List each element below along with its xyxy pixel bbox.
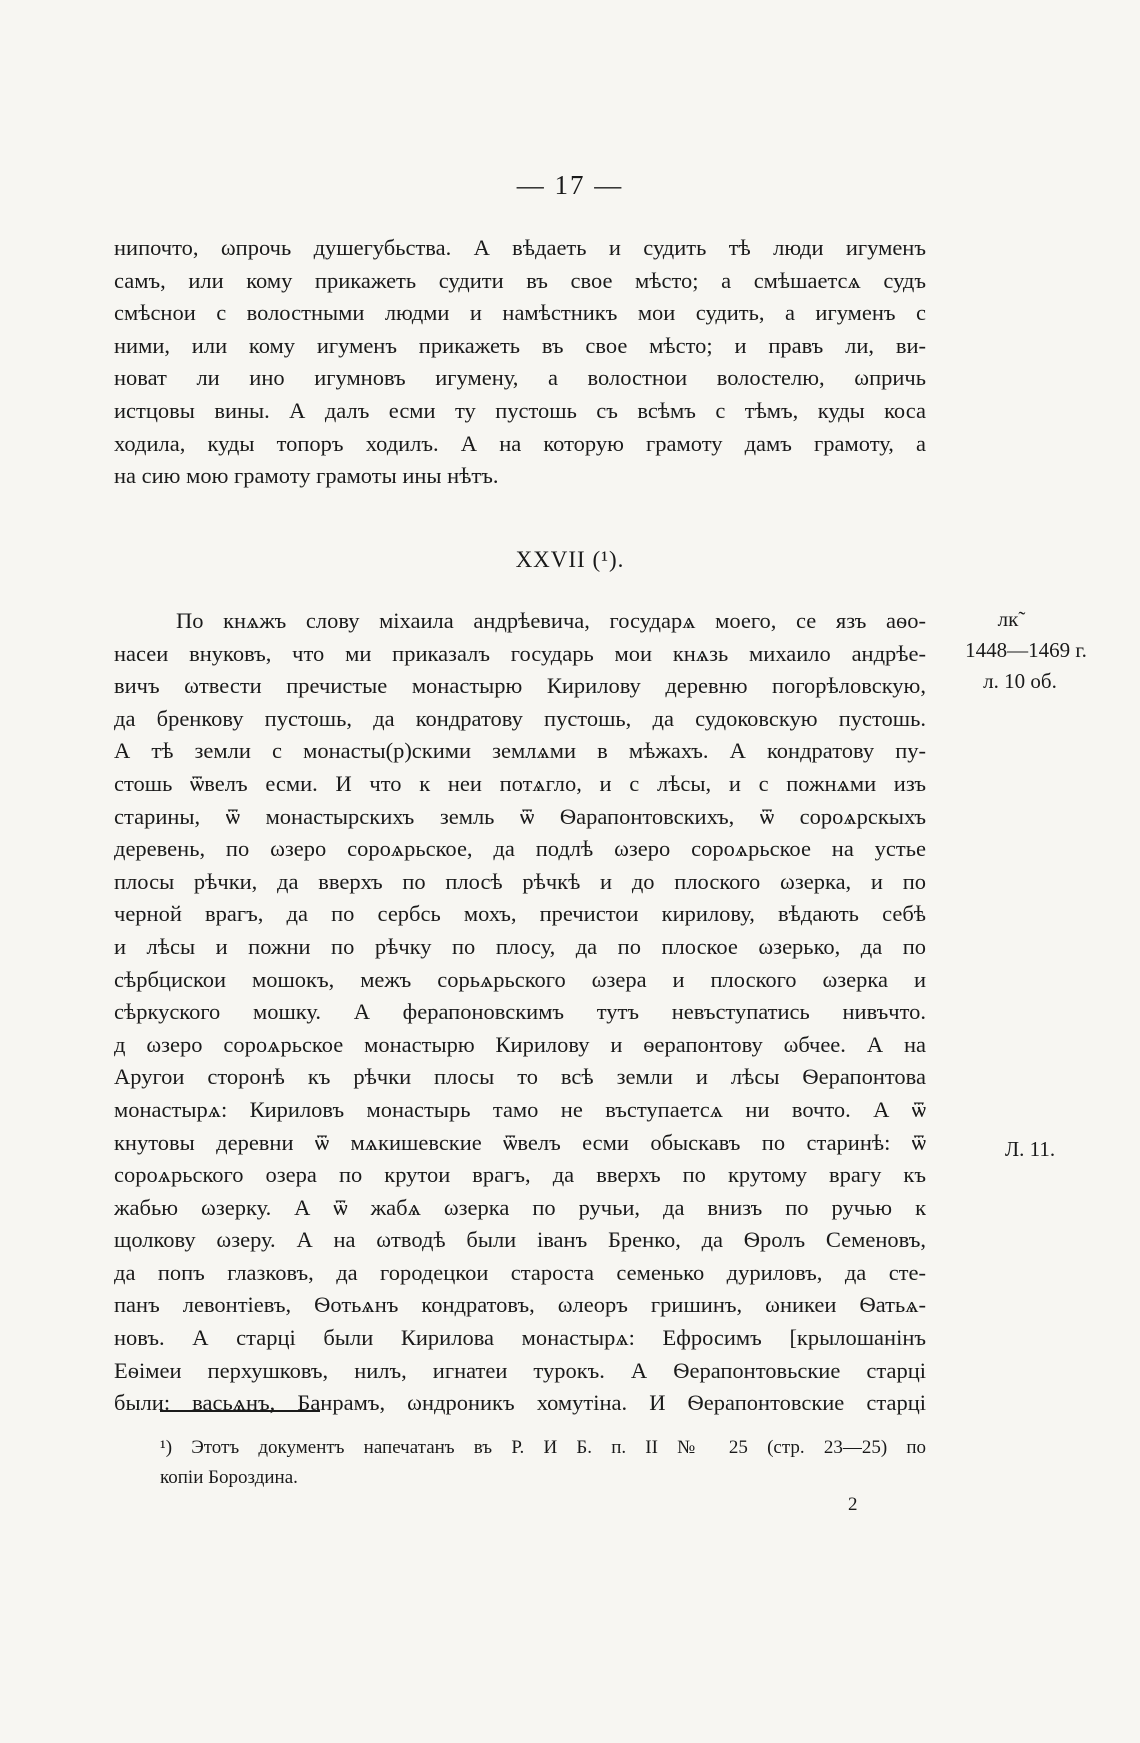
text-line: насеи внуковъ, что ми приказалъ государь мои кнѧзь михаило андрѣе- [114, 640, 926, 666]
text-line: сѣркуского мошку. А ферапоновскимъ тутъ невъступатись нивъчто. [114, 999, 926, 1025]
text-line: стошь ѿвелъ есми. И что к неи потѧгло, и с лѣсы, и с пожнѧми изъ [114, 770, 926, 796]
text-line: щолкову ωзеру. А на ωтводѣ были іванъ Бренко, да Ѳролъ Семеновъ, [114, 1227, 926, 1253]
footnote-line: ¹) Этотъ документъ напечатанъ въ Р. И Б. п. II № 25 (стр. 23—25) по [160, 1437, 926, 1458]
signature-mark: 2 [848, 1494, 858, 1515]
text-line: на сию мою грамоту грамоты ины нѣтъ. [114, 463, 499, 489]
text-line: монастырѧ: Кириловъ монастырь тамо не въступаетсѧ ни вочто. А ѿ [114, 1096, 926, 1122]
text-line: д ωзеро сороѧрьское монастырю Кирилову и ѳерапонтову ωбчее. А на [114, 1031, 926, 1057]
footnote-line: копіи Бороздина. [160, 1467, 298, 1488]
text-line: черной врагъ, да по сербсь мохъ, пречистои кирилову, вѣдають себѣ [114, 901, 926, 927]
text-line: сороѧрьского озера по крутои врагъ, да вверхъ по крутому врагу къ [114, 1162, 926, 1188]
text-line: сѣрбцискои мошокъ, межъ сорьѧрьского ωзера и плоского ωзерка и [114, 966, 926, 992]
margin-note-folio: л. 10 об. [983, 669, 1057, 693]
footnote [160, 1433, 926, 1493]
footnote-divider [160, 1410, 320, 1412]
text-line: Аругои сторонѣ къ рѣчки плосы то всѣ земли и лѣсы Ѳерапонтова [114, 1064, 926, 1090]
text-line: А тѣ земли с монасты(р)скими землѧми в мѣжахъ. А кондратову пу- [114, 738, 926, 764]
text-line: ними, или кому игуменъ прикажеть въ свое мѣсто; и правъ ли, ви- [114, 332, 926, 358]
text-line: вичъ ωтвести пречистые монастырю Кирилову деревню погорѣловскую, [114, 673, 926, 699]
text-line: самъ, или кому прикажеть судити въ свое мѣсто; а смѣшаетсѧ судъ [114, 267, 926, 293]
text-line: новъ. А старці были Кирилова монастырѧ: Ефросимъ [крылошанінъ [114, 1325, 926, 1351]
text-line: были: васьѧнъ, Банрамъ, ωндроникъ хомутіна. И Ѳерапонтовские старці [114, 1390, 926, 1416]
text-line: новат ли ино игумновъ игумену, а волостнои волостелю, ωпричь [114, 365, 926, 391]
text-line: кнутовы деревни ѿ мѧкишевские ѿвелъ есми обыскавъ по старинѣ: ѿ [114, 1129, 926, 1155]
margin-note-date: 1448—1469 г. [965, 638, 1087, 662]
text-line: нипочто, ωпрочь душегубьства. А вѣдаеть и судить тѣ люди игуменъ [114, 235, 926, 260]
text-line: жабью ωзерку. А ѿ жабѧ ωзерка по ручьи, да внизъ по ручью к [114, 1194, 926, 1220]
text-line: плосы рѣчки, да вверхъ по плосѣ рѣчкѣ и до плоского ωзерка, и по [114, 868, 926, 894]
text-line: По кнѧжъ слову міхаила андрѣевича, государѧ моего, се язъ аѳо- [176, 608, 926, 633]
text-line: да бренкову пустошь, да кондратову пустошь, да судоковскую пустошь. [114, 705, 926, 731]
document-text [114, 605, 926, 1420]
text-line: истцовы вины. А далъ есми ту пустошь съ всѣмъ с тѣмъ, куды коса [114, 397, 926, 423]
text-line: да попъ глазковъ, да городецкои староста семенько дуриловъ, да сте- [114, 1259, 926, 1285]
text-line: Еѳімеи перхушковъ, нилъ, игнатеи турокъ. А Ѳерапонтовьские старці [114, 1357, 926, 1383]
margin-note-abbrev: лк̃ [997, 607, 1019, 631]
section-heading: XXVII (¹). [515, 547, 625, 572]
text-line: ходила, куды топоръ ходилъ. А на которую грамоту дамъ грамоту, а [114, 430, 926, 456]
page-number: — 17 — [516, 170, 624, 200]
text-line: панъ левонтіевъ, Ѳотьѧнъ кондратовъ, ωлеоръ гришинъ, ωникеи Ѳатьѧ- [114, 1292, 926, 1318]
continuation-text [114, 232, 926, 493]
text-line: старины, ѿ монастырскихъ земль ѿ Ѳарапонтовскихъ, ѿ сороѧрскыхъ [114, 803, 926, 829]
text-line: смѣснои с волостными людми и намѣстникъ мои судить, а игуменъ с [114, 300, 926, 326]
text-line: деревень, по ωзеро сороѧрьское, да подлѣ ωзеро сороѧрьское на устье [114, 836, 926, 862]
text-line: и лѣсы и пожни по рѣчку по плосу, да по плоское ωзерько, да по [114, 933, 926, 959]
margin-note-folio: Л. 11. [1004, 1137, 1056, 1161]
